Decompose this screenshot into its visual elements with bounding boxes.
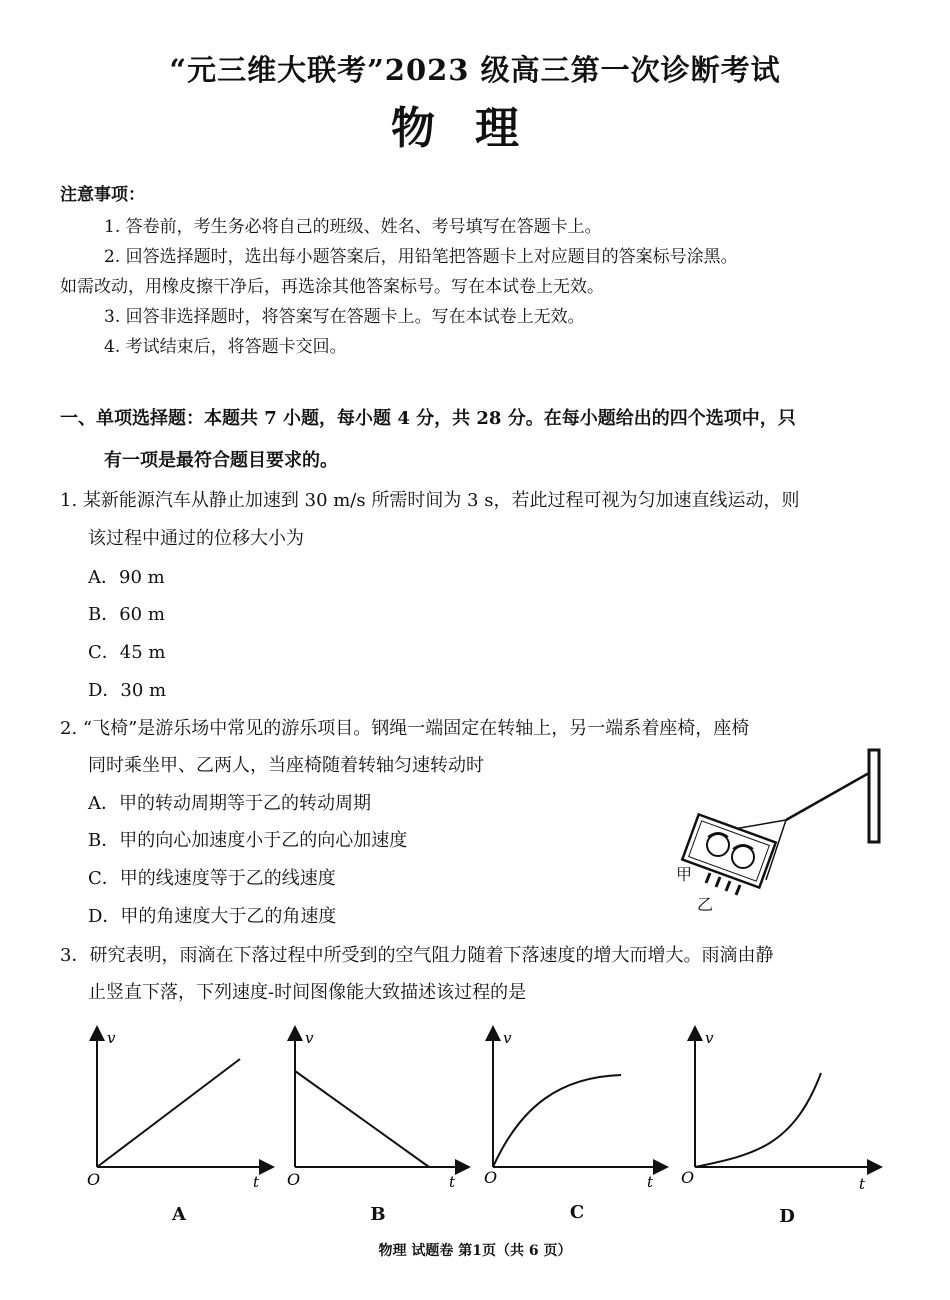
q2-stem-cont: 同时乘坐甲、乙两人，当座椅随着转轴匀速转动时	[88, 755, 484, 776]
steel-cable	[786, 773, 869, 820]
graph-b-label: B	[370, 1204, 386, 1225]
section-heading-cont: 有一项是最符合题目要求的。	[104, 450, 338, 471]
q3-stem-cont: 止竖直下落，下列速度-时间图像能大致描述该过程的是	[88, 982, 527, 1003]
notice-item-2: 2. 回答选择题时，选出每小题答案后，用铅笔把答题卡上对应题目的答案标号涂黑。	[104, 247, 738, 267]
chair-seat	[682, 814, 775, 895]
label-jia: 甲	[676, 865, 693, 884]
graph-a-curve	[97, 1059, 240, 1167]
graph-a-origin: O	[87, 1170, 101, 1189]
graph-a-label: A	[172, 1204, 186, 1225]
q2-option-d: D．甲的角速度大于乙的角速度	[88, 906, 337, 927]
subject-title: 物理	[391, 103, 559, 154]
graph-d-v-label: v	[705, 1029, 714, 1047]
notice-item-3: 3. 回答非选择题时，将答案写在答题卡上。写在本试卷上无效。	[104, 307, 585, 327]
graph-d	[683, 1025, 883, 1195]
q1-stem-cont: 该过程中通过的位移大小为	[88, 528, 304, 549]
graph-d-origin: O	[681, 1168, 695, 1187]
graph-a	[85, 1025, 275, 1195]
q1-option-c: C．45 m	[88, 642, 166, 663]
graph-d-curve	[695, 1073, 821, 1167]
q2-option-c: C．甲的线速度等于乙的线速度	[88, 868, 336, 889]
q2-option-b: B．甲的向心加速度小于乙的向心加速度	[88, 830, 408, 851]
q2-stem: 2. “飞椅”是游乐场中常见的游乐项目。钢绳一端固定在转轴上，另一端系着座椅，座椅	[60, 718, 750, 739]
graph-a-t-label: t	[253, 1173, 260, 1191]
page-footer: 物理 试题卷 第1页（共 6 页）	[378, 1243, 572, 1259]
graph-c-label: C	[569, 1202, 585, 1223]
section-heading: 一、单项选择题：本题共 7 小题，每小题 4 分，共 28 分。在每小题给出的四个选项中，只	[60, 408, 796, 429]
q3-stem: 3．研究表明，雨滴在下落过程中所受到的空气阻力随着下落速度的增大而增大。雨滴由静	[60, 945, 774, 966]
notice-item-2-cont: 如需改动，用橡皮擦干净后，再选涂其他答案标号。写在本试卷上无效。	[60, 277, 604, 297]
graph-b	[283, 1025, 473, 1195]
notice-item-4: 4. 考试结束后，将答题卡交回。	[104, 337, 347, 357]
q1-option-a: A．90 m	[88, 567, 165, 588]
q1-stem: 1. 某新能源汽车从静止加速到 30 m/s 所需时间为 3 s，若此过程可视为匀加速直线运动，则	[60, 490, 800, 511]
rider-jia-head	[707, 834, 729, 856]
graph-c-t-label: t	[647, 1173, 654, 1191]
label-yi: 乙	[697, 895, 714, 914]
q2-option-a: A．甲的转动周期等于乙的转动周期	[88, 793, 371, 814]
exam-title: “元三维大联考”2023 级高三第一次诊断考试	[169, 53, 781, 87]
graph-b-curve	[295, 1071, 429, 1167]
q1-option-d: D．30 m	[88, 680, 167, 701]
graph-d-t-label: t	[859, 1175, 866, 1193]
notice-item-1: 1. 答卷前，考生务必将自己的班级、姓名、考号填写在答题卡上。	[104, 217, 602, 237]
graph-c-origin: O	[484, 1168, 498, 1187]
rider-yi-head	[732, 846, 754, 868]
notice-heading: 注意事项：	[60, 185, 145, 205]
graph-d-label: D	[779, 1206, 795, 1227]
graph-c-curve	[493, 1075, 621, 1167]
graph-c	[481, 1025, 671, 1195]
rotation-shaft	[869, 750, 879, 842]
graph-b-v-label: v	[305, 1029, 314, 1047]
graph-a-v-label: v	[107, 1029, 116, 1047]
graph-b-t-label: t	[449, 1173, 456, 1191]
graph-b-origin: O	[287, 1170, 301, 1189]
q1-option-b: B．60 m	[88, 604, 165, 625]
graph-c-v-label: v	[503, 1029, 512, 1047]
